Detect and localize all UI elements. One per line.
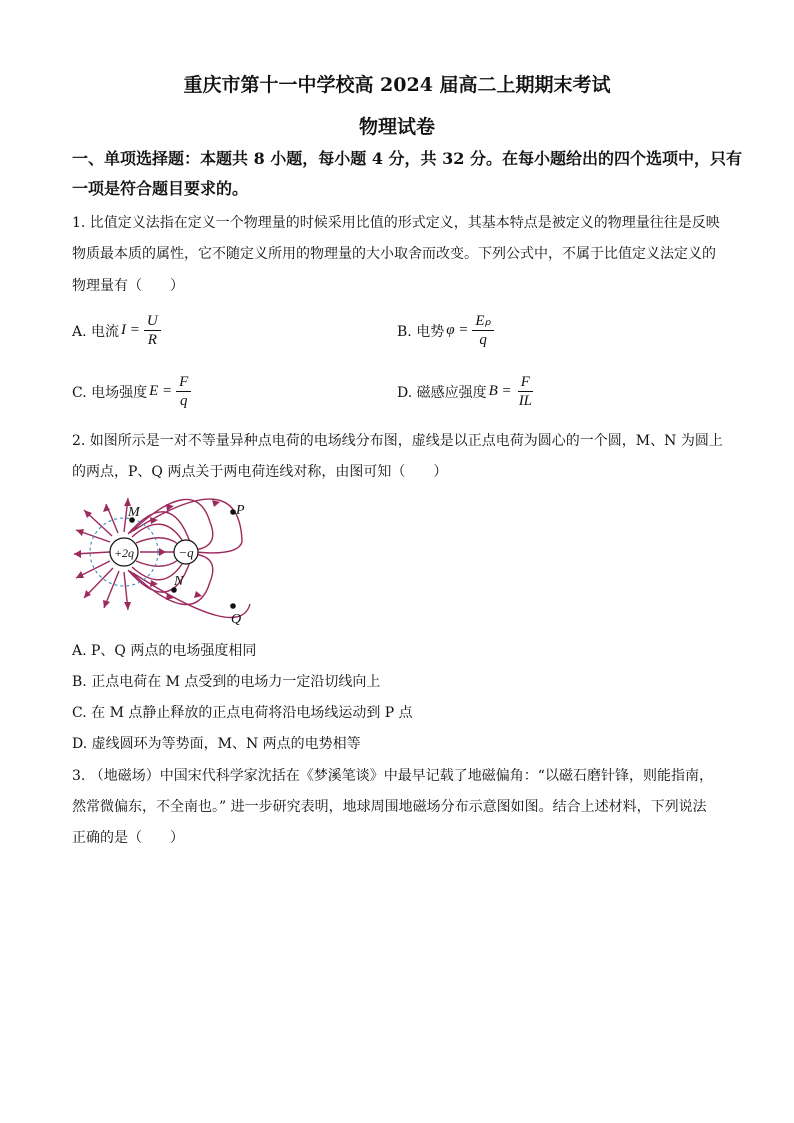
- q1-stem-line1: 1. 比值定义法指在定义一个物理量的时候采用比值的形式定义，其基本特点是被定义的物理量往往是反映: [72, 215, 720, 231]
- label-p: P: [236, 503, 245, 518]
- arrow-head: [159, 548, 166, 556]
- q1-option-d-lhs: B =: [488, 383, 512, 399]
- q1-option-d-numerator: F: [518, 373, 533, 392]
- section-heading-line1: 一、单项选择题：本题共 8 小题，每小题 4 分，共 32 分。在每小题给出的四个选项中，只有: [72, 149, 742, 168]
- q2-option-c[interactable]: C. 在 M 点静止释放的正点电荷将沿电场线运动到 P 点: [72, 705, 413, 721]
- point-p: [230, 509, 236, 515]
- label-m: M: [128, 505, 140, 520]
- positive-charge-label: +2q: [113, 546, 135, 560]
- q3-stem-line1: 3. （地磁场）中国宋代科学家沈括在《梦溪笔谈》中最早记载了地磁偏角：“以磁石磨针锋，则能指南，: [72, 768, 713, 784]
- electric-field-diagram: [70, 492, 260, 628]
- q1-option-c[interactable]: [72, 373, 193, 410]
- negative-charge-label: −q: [178, 545, 194, 560]
- q3-stem-line2: 然常微偏东，不全南也。” 进一步研究表明，地球周围地磁场分布示意图如图。结合上述材料，下列说法: [72, 799, 707, 815]
- q1-option-c-fraction: [176, 373, 191, 410]
- arrow-head: [124, 602, 131, 610]
- q1-option-b-numerator: Eₚ: [472, 312, 494, 331]
- q2-option-b[interactable]: B. 正点电荷在 M 点受到的电场力一定沿切线向上: [72, 674, 381, 690]
- q1-option-c-label: C. 电场强度: [72, 384, 148, 401]
- q1-option-b-denominator: q: [479, 332, 487, 348]
- q1-stem-line2: 物质最本质的属性，它不随定义所用的物理量的大小取舍而改变。下列公式中，不属于比值定义法定义的: [72, 246, 716, 262]
- q1-option-d-fraction: [516, 373, 535, 410]
- q1-option-b[interactable]: [397, 312, 496, 349]
- q1-option-c-denominator: q: [180, 393, 188, 409]
- q1-option-d-label: D. 磁感应强度: [397, 384, 487, 401]
- q1-option-c-lhs: E =: [149, 383, 173, 399]
- q2-option-d[interactable]: D. 虚线圆环为等势面，M、N 两点的电势相等: [72, 736, 361, 752]
- exam-title: 重庆市第十一中学校高 2024 届高二上期期末考试: [183, 74, 611, 96]
- q1-option-c-numerator: F: [176, 373, 191, 392]
- arrow-head: [76, 529, 84, 536]
- arrow-head: [103, 600, 110, 608]
- q1-option-a-label: A. 电流: [72, 323, 120, 340]
- q1-stem-line3: 物理量有（ ）: [72, 278, 184, 294]
- q2-stem-line2: 的两点，P、Q 两点关于两电荷连线对称，由图可知（ ）: [72, 464, 448, 480]
- exam-subtitle: 物理试卷: [358, 116, 435, 138]
- section-heading: [72, 144, 742, 204]
- q1-option-b-fraction: [472, 312, 494, 349]
- q1-option-a[interactable]: [72, 312, 163, 349]
- field-lines: [74, 498, 250, 617]
- q2-option-a[interactable]: A. P、Q 两点的电场强度相同: [72, 643, 257, 659]
- arrow-head: [74, 550, 81, 558]
- q1-option-b-lhs: φ =: [446, 322, 469, 338]
- field-line: [136, 560, 178, 566]
- section-heading-line2: 一项是符合题目要求的。: [72, 179, 249, 198]
- label-n: N: [174, 574, 184, 589]
- q2-stem-line1: 2. 如图所示是一对不等量异种点电荷的电场线分布图，虚线是以正点电荷为圆心的一个圆，M、N 为圆上: [72, 433, 723, 449]
- q1-option-d[interactable]: [397, 373, 537, 410]
- arrow-head: [194, 591, 202, 598]
- label-q: Q: [231, 612, 242, 627]
- point-q: [230, 603, 236, 609]
- q1-option-a-denominator: R: [147, 332, 157, 348]
- field-line: [133, 573, 250, 617]
- q1-option-a-lhs: I =: [121, 322, 140, 338]
- q3-stem-line3: 正确的是（ ）: [72, 830, 184, 846]
- arrow-head: [212, 500, 220, 507]
- q1-option-a-numerator: U: [144, 312, 161, 331]
- q1-option-a-fraction: [144, 312, 161, 349]
- q1-option-b-label: B. 电势: [397, 323, 445, 340]
- q1-option-d-denominator: IL: [518, 393, 533, 409]
